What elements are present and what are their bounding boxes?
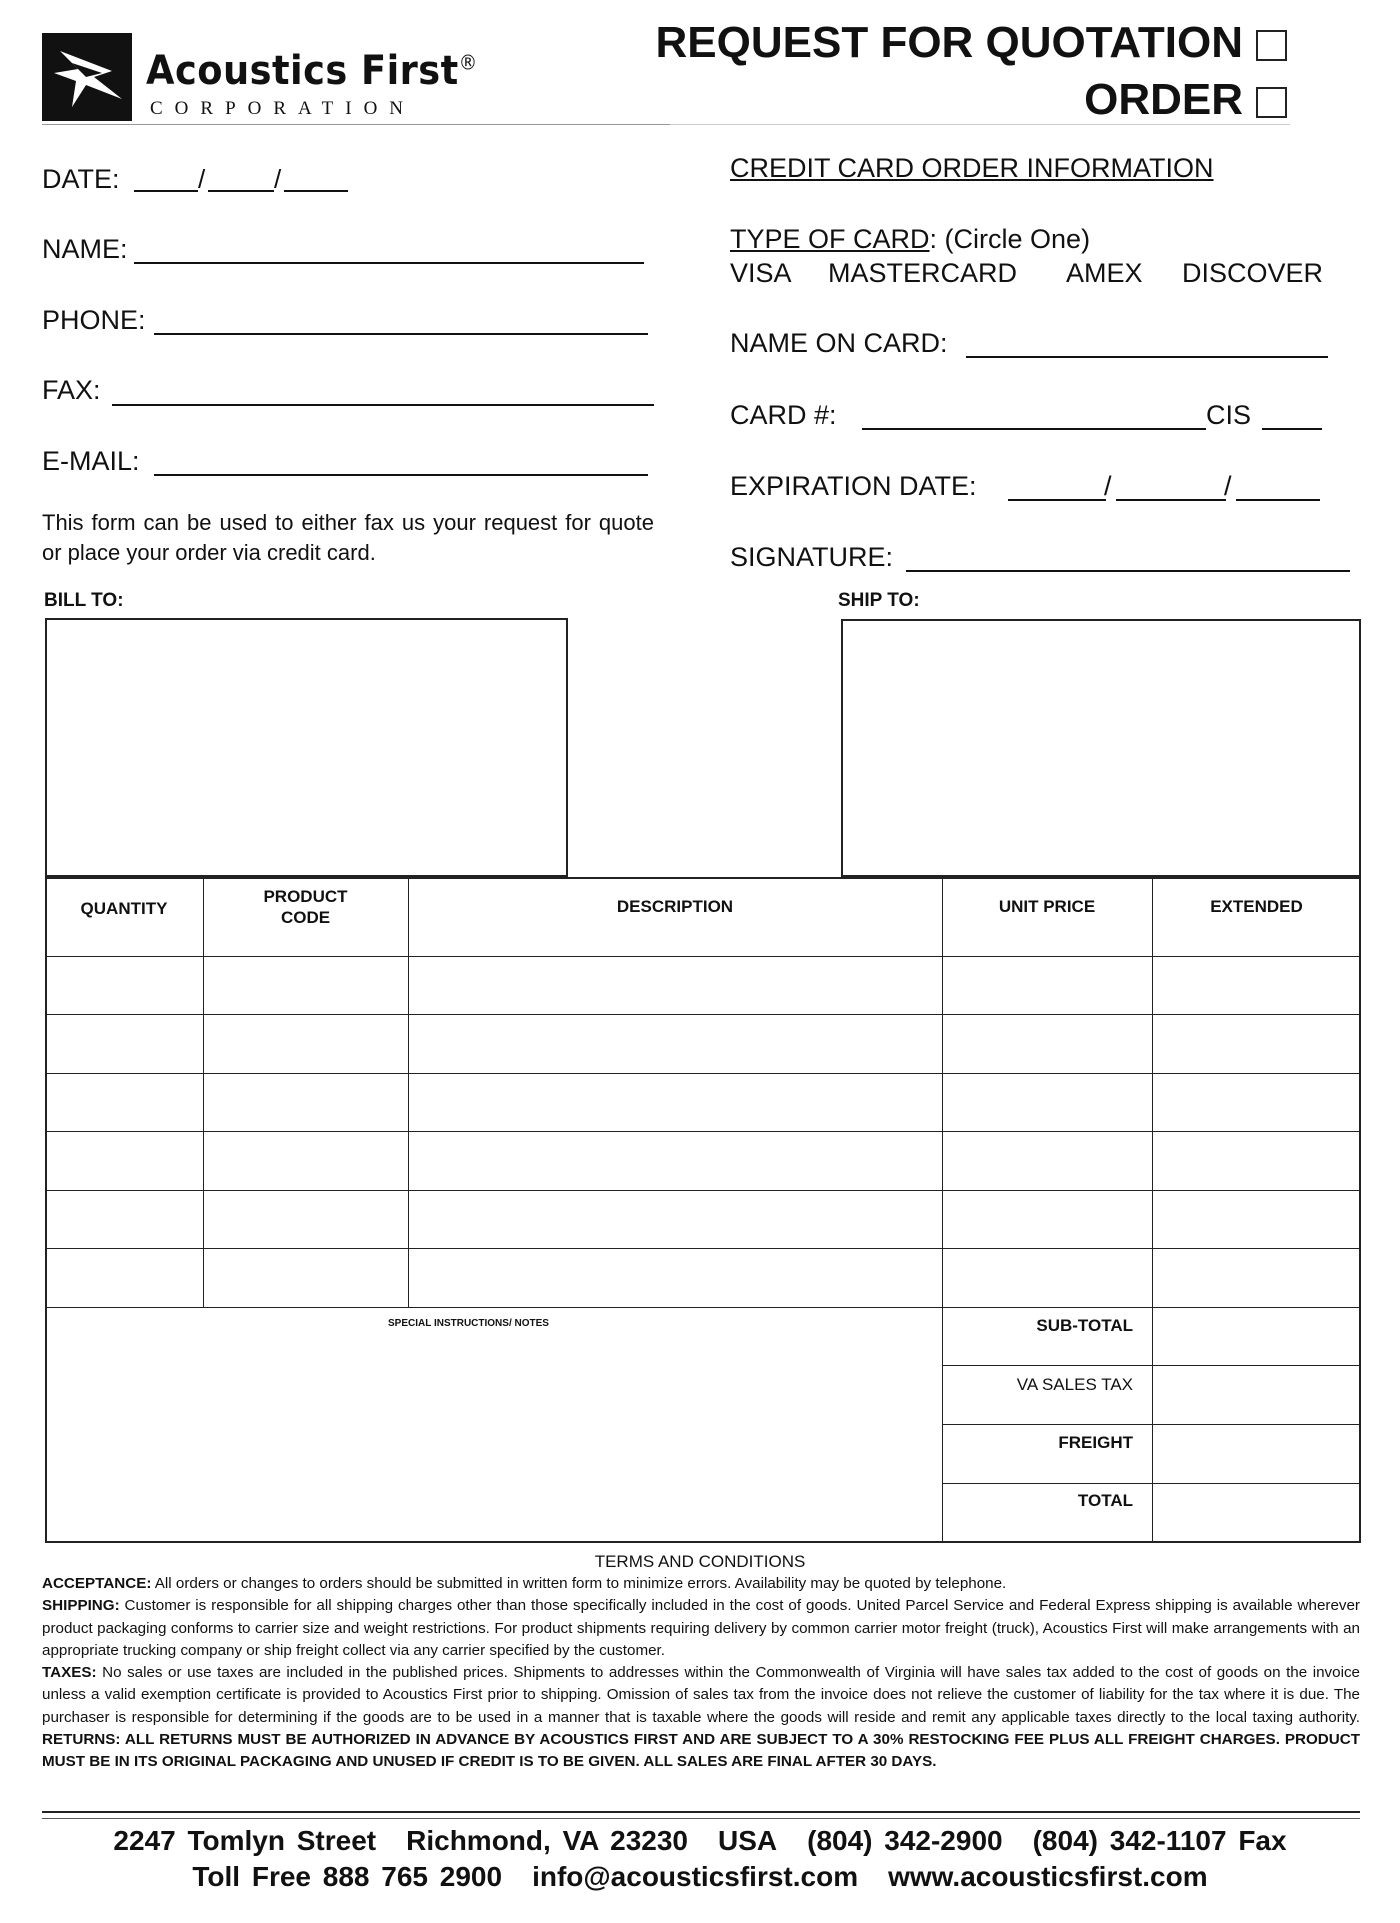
special-instructions-label: SPECIAL INSTRUCTIONS/ NOTES bbox=[388, 1318, 549, 1329]
card-type-visa[interactable]: VISA bbox=[730, 258, 792, 288]
extended-header: EXTENDED bbox=[1210, 897, 1303, 916]
taxes-label: TAXES: bbox=[42, 1664, 97, 1682]
cis-label: CIS bbox=[1206, 400, 1252, 430]
expiration-day-field[interactable] bbox=[1116, 499, 1226, 501]
ship-to-box[interactable] bbox=[841, 619, 1361, 877]
bill-to-label: BILL TO: bbox=[44, 590, 124, 611]
terms-title: TERMS AND CONDITIONS bbox=[594, 1552, 806, 1571]
card-type-row bbox=[730, 224, 1090, 255]
card-type-label: TYPE OF CARD bbox=[730, 224, 930, 254]
table-row-divider bbox=[45, 1248, 1361, 1249]
ship-to-label: SHIP TO: bbox=[838, 590, 920, 611]
table-row-divider bbox=[45, 1190, 1361, 1191]
footer-divider bbox=[42, 1811, 1360, 1813]
expiration-year-field[interactable] bbox=[1236, 499, 1320, 501]
shipping-text: Customer is responsible for all shipping charges other than those specifically included in the cost of goods. United Parcel Service and Federal Express shipping is available wherever product packaging conforms to carrier size and weight restrictions. For product shipments requiring delivery by common carrier motor freight (truck), Acoustics First will make arrangements with an appropriate trucking company or ship freight collect via any carrier specified by the customer. bbox=[42, 1597, 1360, 1659]
acoustics-first-logo-icon bbox=[42, 33, 132, 121]
table-row-divider bbox=[45, 1014, 1361, 1015]
product-code-header-line2: CODE bbox=[280, 908, 331, 927]
email-field[interactable] bbox=[154, 474, 648, 476]
date-year-field[interactable] bbox=[284, 190, 348, 192]
date-month-field[interactable] bbox=[134, 190, 198, 192]
footer-country: USA bbox=[718, 1825, 778, 1856]
returns-text: RETURNS: ALL RETURNS MUST BE AUTHORIZED IN ADVANCE BY ACOUSTICS FIRST AND ARE SUBJECT TO A 30% RESTOCKING FEE PLUS ALL FREIGHT CHARGES. PRODUCT MUST BE IN ITS ORIGINAL PACKAGING AND UNUSED IF CREDIT IS TO BE GIVEN. ALL SALES ARE FINAL AFTER 30 DAYS. bbox=[42, 1731, 1360, 1771]
footer-fax: (804) 342-1107 Fax bbox=[1032, 1825, 1287, 1856]
signature-field[interactable] bbox=[906, 570, 1350, 572]
quotation-label: REQUEST FOR QUOTATION bbox=[655, 18, 1243, 67]
fax-label: FAX: bbox=[42, 375, 101, 405]
company-name: Acoustics First® bbox=[146, 48, 478, 94]
registered-mark: ® bbox=[458, 50, 478, 75]
sales-tax-value-field[interactable] bbox=[1154, 1367, 1359, 1423]
total-value-field[interactable] bbox=[1154, 1485, 1359, 1541]
card-number-field[interactable] bbox=[862, 428, 1206, 430]
card-type-mastercard[interactable]: MASTERCARD bbox=[828, 258, 1018, 288]
footer-phone: (804) 342-2900 bbox=[807, 1825, 1003, 1856]
phone-label: PHONE: bbox=[42, 305, 146, 335]
expiration-label: EXPIRATION DATE: bbox=[730, 471, 977, 501]
expiration-month-field[interactable] bbox=[1008, 499, 1106, 501]
quantity-header: QUANTITY bbox=[80, 899, 168, 918]
expiration-separator: / bbox=[1104, 471, 1112, 501]
unit-price-header: UNIT PRICE bbox=[998, 897, 1096, 916]
email-label: E-MAIL: bbox=[42, 446, 140, 476]
total-label: TOTAL bbox=[1077, 1491, 1133, 1510]
footer-contact-line bbox=[0, 1861, 1400, 1893]
footer-city: Richmond, VA 23230 bbox=[406, 1825, 688, 1856]
card-type-discover[interactable]: DISCOVER bbox=[1182, 258, 1324, 288]
name-label: NAME: bbox=[42, 234, 128, 264]
name-field[interactable] bbox=[134, 262, 644, 264]
footer-website-link[interactable]: www.acousticsfirst.com bbox=[888, 1861, 1208, 1892]
table-row[interactable] bbox=[47, 1250, 1359, 1306]
footer-email-link[interactable]: info@acousticsfirst.com bbox=[532, 1861, 859, 1892]
bill-to-box[interactable] bbox=[45, 618, 568, 877]
shipping-label: SHIPPING: bbox=[42, 1597, 120, 1615]
phone-field[interactable] bbox=[154, 333, 648, 335]
header-divider bbox=[42, 124, 670, 125]
date-label: DATE: bbox=[42, 164, 120, 194]
taxes-text: No sales or use taxes are included in the published prices. Shipments to addresses within the Commonwealth of Virginia will have sales tax added to the cost of goods on the invoice unless a valid exemption certificate is provided to Acoustics First prior to shipping. Omission of sales tax from the invoice does not relieve the customer of liability for the tax where it is due. The purchaser is responsible for determining if the goods are to be used in a manner that is taxable where the goods will reside and remit any applicable taxes directly to the local taxing authority. bbox=[42, 1664, 1360, 1726]
cis-field[interactable] bbox=[1262, 428, 1322, 430]
product-code-header bbox=[203, 886, 408, 928]
table-row-divider bbox=[45, 956, 1361, 957]
form-usage-note: This form can be used to either fax us your request for quote or place your order via credit card. bbox=[42, 510, 654, 565]
totals-row-divider bbox=[942, 1365, 1361, 1366]
company-logo bbox=[42, 33, 132, 121]
acceptance-text: All orders or changes to orders should be submitted in written form to minimize errors. Availability may be quoted by telephone. bbox=[151, 1575, 1007, 1592]
table-row[interactable] bbox=[47, 958, 1359, 1013]
date-separator: / bbox=[274, 164, 282, 194]
table-row[interactable] bbox=[47, 1192, 1359, 1247]
date-day-field[interactable] bbox=[208, 190, 274, 192]
product-code-header-line1: PRODUCT bbox=[263, 887, 348, 906]
acceptance-label: ACCEPTANCE: bbox=[42, 1575, 152, 1592]
card-type-amex[interactable]: AMEX bbox=[1066, 258, 1143, 288]
footer-street: 2247 Tomlyn Street bbox=[113, 1825, 377, 1856]
expiration-separator: / bbox=[1224, 471, 1232, 501]
quotation-checkbox[interactable] bbox=[1256, 30, 1287, 61]
signature-label: SIGNATURE: bbox=[730, 542, 894, 572]
table-row-divider bbox=[45, 1073, 1361, 1074]
footer-divider bbox=[42, 1818, 1360, 1819]
sales-tax-label: VA SALES TAX bbox=[1016, 1375, 1133, 1394]
order-option bbox=[1084, 75, 1243, 125]
totals-row-divider bbox=[942, 1483, 1361, 1484]
footer-toll-free: Toll Free 888 765 2900 bbox=[192, 1861, 503, 1892]
totals-row-divider bbox=[942, 1424, 1361, 1425]
card-type-hint: : (Circle One) bbox=[929, 224, 1091, 254]
order-label: ORDER bbox=[1084, 75, 1243, 124]
subtotal-label: SUB-TOTAL bbox=[1036, 1316, 1133, 1335]
terms-body bbox=[42, 1573, 1360, 1774]
name-on-card-label: NAME ON CARD: bbox=[730, 328, 948, 358]
name-on-card-field[interactable] bbox=[966, 356, 1328, 358]
subtotal-value-field[interactable] bbox=[1154, 1310, 1359, 1364]
card-number-label: CARD #: bbox=[730, 400, 837, 430]
date-separator: / bbox=[198, 164, 206, 194]
special-instructions-field[interactable] bbox=[47, 1310, 941, 1541]
description-header: DESCRIPTION bbox=[616, 897, 734, 916]
freight-label: FREIGHT bbox=[1058, 1433, 1133, 1452]
table-row[interactable] bbox=[47, 1016, 1359, 1072]
quotation-option bbox=[656, 18, 1243, 68]
footer-address-line bbox=[0, 1825, 1400, 1857]
credit-card-heading: CREDIT CARD ORDER INFORMATION bbox=[730, 153, 1214, 183]
table-row[interactable] bbox=[47, 1075, 1359, 1130]
order-checkbox[interactable] bbox=[1256, 87, 1287, 118]
table-row-divider bbox=[45, 1131, 1361, 1132]
freight-value-field[interactable] bbox=[1154, 1426, 1359, 1482]
table-row-divider bbox=[45, 1307, 1361, 1308]
table-row[interactable] bbox=[47, 1133, 1359, 1189]
company-subtitle: CORPORATION bbox=[150, 98, 416, 119]
fax-field[interactable] bbox=[112, 404, 654, 406]
